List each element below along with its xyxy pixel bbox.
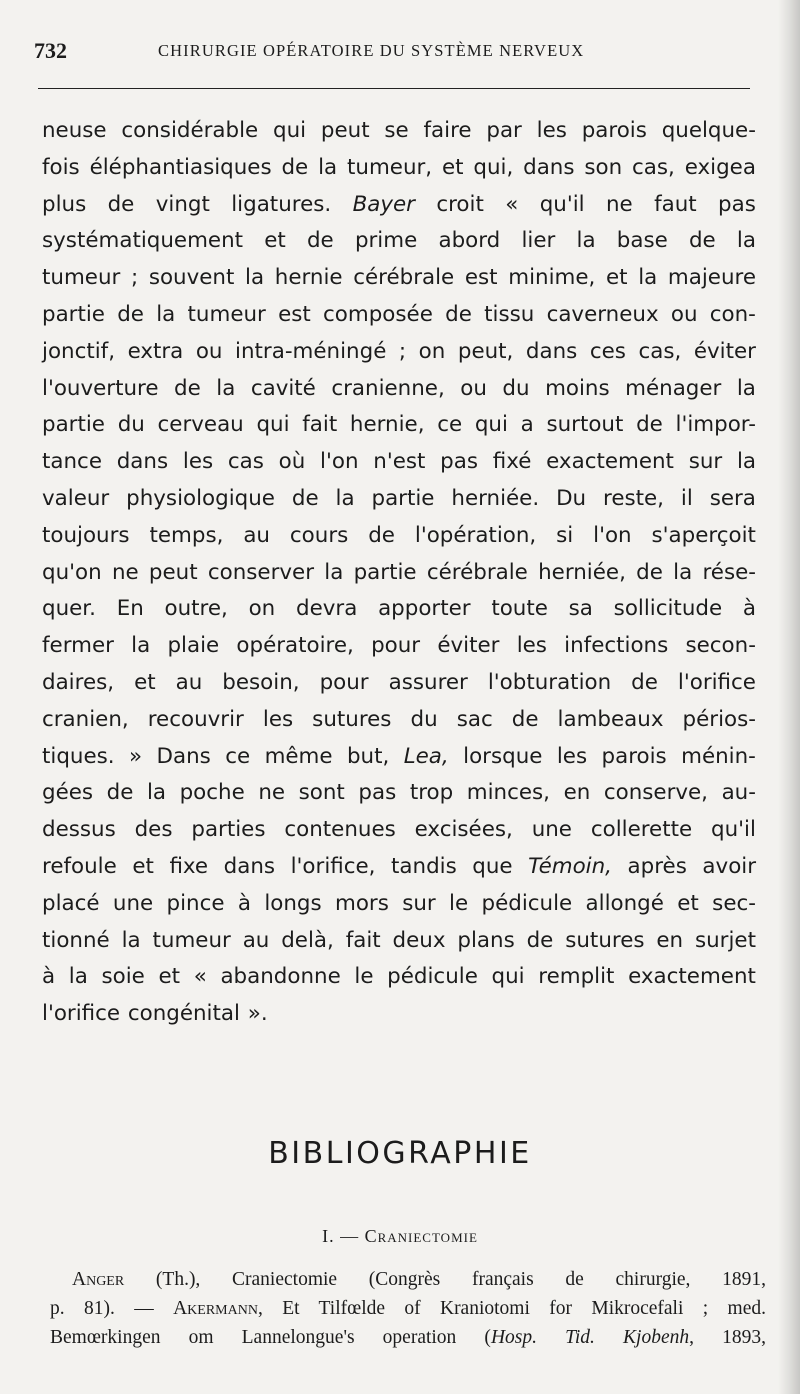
text-line: tionné la tumeur au delà, fait deux plans de sutures en surjet	[42, 927, 756, 953]
text-line: gées de la poche ne sont pas trop minces, en conserve, au-	[42, 780, 756, 806]
text-line: daires, et au besoin, pour assurer l'obturation de l'orifice	[42, 669, 756, 695]
text-line: partie de la tumeur est composée de tissu caverneux ou con-	[42, 301, 756, 327]
text-line: jonctif, extra ou intra-méningé ; on peut, dans ces cas, éviter	[42, 338, 756, 364]
text-line: tiques. » Dans ce même but, Lea, lorsque les parois ménin-	[42, 743, 756, 769]
bib-author: Anger	[72, 1269, 125, 1290]
bib-author: Akermann	[173, 1298, 258, 1319]
text-line: refoule et fixe dans l'orifice, tandis que Témoin, après avoir	[42, 853, 757, 879]
bibliography-line	[50, 1294, 766, 1323]
text-line: à la soie et « abandonne le pédicule qui remplit exactement	[42, 964, 756, 990]
text-line: quer. En outre, on devra apporter toute sa sollicitude à	[42, 596, 756, 622]
bib-text: Bemœrkingen om Lannelongue's operation (	[50, 1327, 491, 1348]
text-line: fois éléphantiasiques de la tumeur, et qui, dans son cas, exigea	[42, 154, 756, 180]
subsection-number: I. —	[322, 1226, 360, 1246]
body-paragraph	[42, 113, 756, 1033]
bib-text: , 1893,	[689, 1327, 766, 1348]
bib-text: , Et Tilfœlde of Kraniotomi for Mikrocefali ; med.	[257, 1298, 766, 1319]
italic-name: Témoin,	[528, 853, 612, 879]
section-title: BIBLIOGRAPHIE	[268, 1136, 532, 1171]
italic-name: Lea,	[403, 743, 449, 769]
bib-text: (Th.), Craniectomie (Congrès français de chirurgie, 1891,	[124, 1269, 766, 1290]
bibliography-line	[50, 1265, 766, 1294]
text-line: tumeur ; souvent la hernie cérébrale est minime, et la majeure	[42, 265, 756, 291]
page-number: 732	[34, 38, 67, 63]
text-line: qu'on ne peut conserver la partie cérébrale herniée, de la rése-	[42, 559, 756, 585]
text-line: dessus des parties contenues excisées, une collerette qu'il	[42, 817, 756, 843]
text-line: toujours temps, au cours de l'opération, si l'on s'aperçoit	[42, 522, 756, 548]
header-rule	[38, 88, 750, 89]
bib-journal: Hosp. Tid. Kjobenh	[490, 1327, 690, 1348]
subsection-title: Craniectomie	[364, 1226, 478, 1246]
text-line: tance dans les cas où l'on n'est pas fixé exactement sur la	[42, 449, 757, 475]
bibliography-list	[50, 1265, 766, 1352]
subsection-heading	[0, 1226, 800, 1247]
text-line: plus de vingt ligatures. Bayer croit « qu'il ne faut pas	[42, 191, 756, 217]
text-line: placé une pince à longs mors sur le pédicule allongé et sec-	[42, 890, 756, 916]
text-line: systématiquement et de prime abord lier la base de la	[42, 228, 756, 254]
running-head	[34, 38, 750, 68]
text-line: l'orifice congénital ».	[42, 1001, 268, 1027]
text-line: valeur physiologique de la partie herniée. Du reste, il sera	[42, 485, 756, 511]
text-line: neuse considérable qui peut se faire par les parois quelque-	[42, 118, 756, 143]
bib-text: p. 81). —	[50, 1298, 174, 1319]
text-line: partie du cerveau qui fait hernie, ce qui a surtout de l'impor-	[42, 412, 756, 438]
italic-name: Bayer	[352, 191, 415, 217]
text-line: l'ouverture de la cavité cranienne, ou du moins ménager la	[42, 375, 756, 401]
running-title: CHIRURGIE OPÉRATOIRE DU SYSTÈME NERVEUX	[158, 41, 585, 60]
text-line: cranien, recouvrir les sutures du sac de lambeaux périos-	[42, 706, 756, 732]
bibliography-line	[50, 1323, 766, 1352]
page-edge-shadow	[778, 0, 800, 1394]
text-line: fermer la plaie opératoire, pour éviter les infections secon-	[42, 633, 756, 659]
